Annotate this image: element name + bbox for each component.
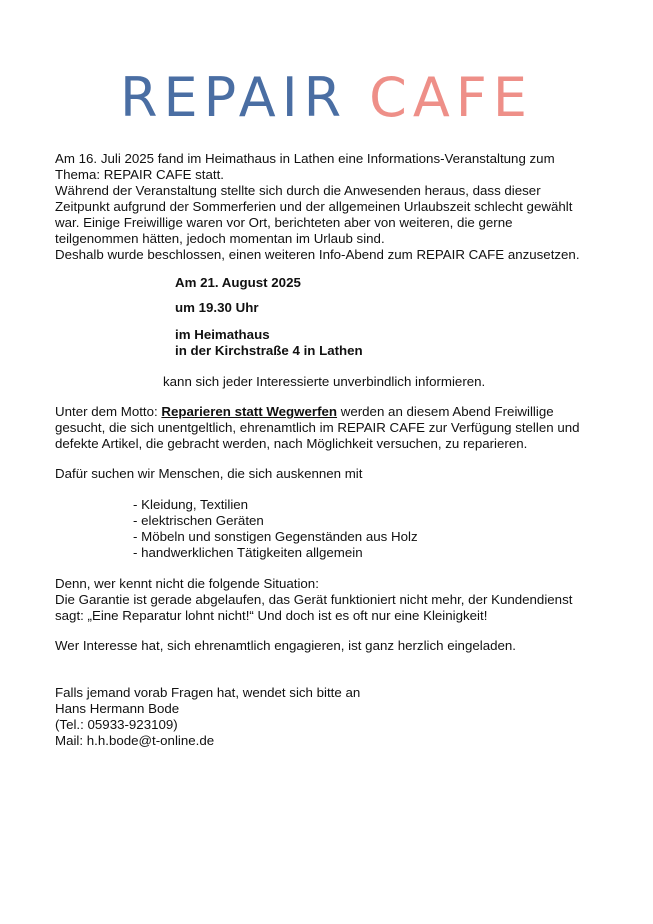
intro-line: Deshalb wurde beschlossen, einen weiteren Info-Abend zum REPAIR CAFE anzusetzen. xyxy=(55,247,580,262)
situation-line: sagt: „Eine Reparatur lohnt nicht!“ Und doch ist es oft nur eine Kleinigkeit! xyxy=(55,608,488,623)
motto-line2: gesucht, die sich unentgeltlich, ehrenamtlich im REPAIR CAFE zur Verfügung stellen und xyxy=(55,420,580,435)
intro-line: Zeitpunkt aufgrund der Sommerferien und der allgemeinen Urlaubszeit schlecht gewählt xyxy=(55,199,573,214)
event-place-line2: in der Kirchstraße 4 in Lathen xyxy=(175,343,363,358)
intro-line: Während der Veranstaltung stellte sich durch die Anwesenden heraus, dass dieser xyxy=(55,183,541,198)
contact-email: Mail: h.h.bode@t-online.de xyxy=(55,733,215,748)
contact-block xyxy=(55,685,600,749)
event-place-line1: im Heimathaus xyxy=(175,327,270,342)
list-item: - handwerklichen Tätigkeiten allgemein xyxy=(133,545,418,561)
situation-line: Die Garantie ist gerade abgelaufen, das Gerät funktioniert nicht mehr, der Kundendienst xyxy=(55,592,573,607)
motto-prefix: Unter dem Motto: xyxy=(55,404,162,419)
contact-name: Hans Hermann Bode xyxy=(55,701,180,716)
intro-line: war. Einige Freiwillige waren vor Ort, berichteten aber von weiteren, die gerne xyxy=(55,215,513,230)
event-date: Am 21. August 2025 xyxy=(175,275,301,290)
contact-phone: (Tel.: 05933-923109) xyxy=(55,717,178,732)
search-heading: Dafür suchen wir Menschen, die sich auskennen mit xyxy=(55,466,363,481)
motto-paragraph xyxy=(55,404,600,452)
motto-suffix: werden an diesem Abend Freiwillige xyxy=(337,404,554,419)
intro-paragraph xyxy=(55,151,600,263)
list-item: - Kleidung, Textilien xyxy=(133,497,418,513)
repair-cafe-logo xyxy=(0,68,653,128)
intro-line: Am 16. Juli 2025 fand im Heimathaus in Lathen eine Informations-Veranstaltung zum xyxy=(55,151,555,166)
event-time: um 19.30 Uhr xyxy=(175,300,259,315)
situation-paragraph xyxy=(55,576,600,624)
motto-line3: defekte Artikel, die gebracht werden, nach Möglichkeit versuchen, zu reparieren. xyxy=(55,436,528,451)
list-item: - Möbeln und sonstigen Gegenständen aus Holz xyxy=(133,529,418,545)
list-item: - elektrischen Geräten xyxy=(133,513,418,529)
event-info: kann sich jeder Interessierte unverbindlich informieren. xyxy=(163,374,486,389)
skills-list xyxy=(133,497,418,561)
logo-word-cafe: CAFE xyxy=(369,66,533,129)
intro-line: Thema: REPAIR CAFE statt. xyxy=(55,167,224,182)
situation-line: Denn, wer kennt nicht die folgende Situation: xyxy=(55,576,319,591)
motto-highlight: Reparieren statt Wegwerfen xyxy=(161,404,338,419)
motto-line1 xyxy=(55,404,600,420)
intro-line: teilgenommen hätten, jedoch momentan im Urlaub sind. xyxy=(55,231,385,246)
logo-word-repair: REPAIR xyxy=(120,66,348,129)
contact-line: Falls jemand vorab Fragen hat, wendet sich bitte an xyxy=(55,685,361,700)
invite-text: Wer Interesse hat, sich ehrenamtlich engagieren, ist ganz herzlich eingeladen. xyxy=(55,638,516,653)
